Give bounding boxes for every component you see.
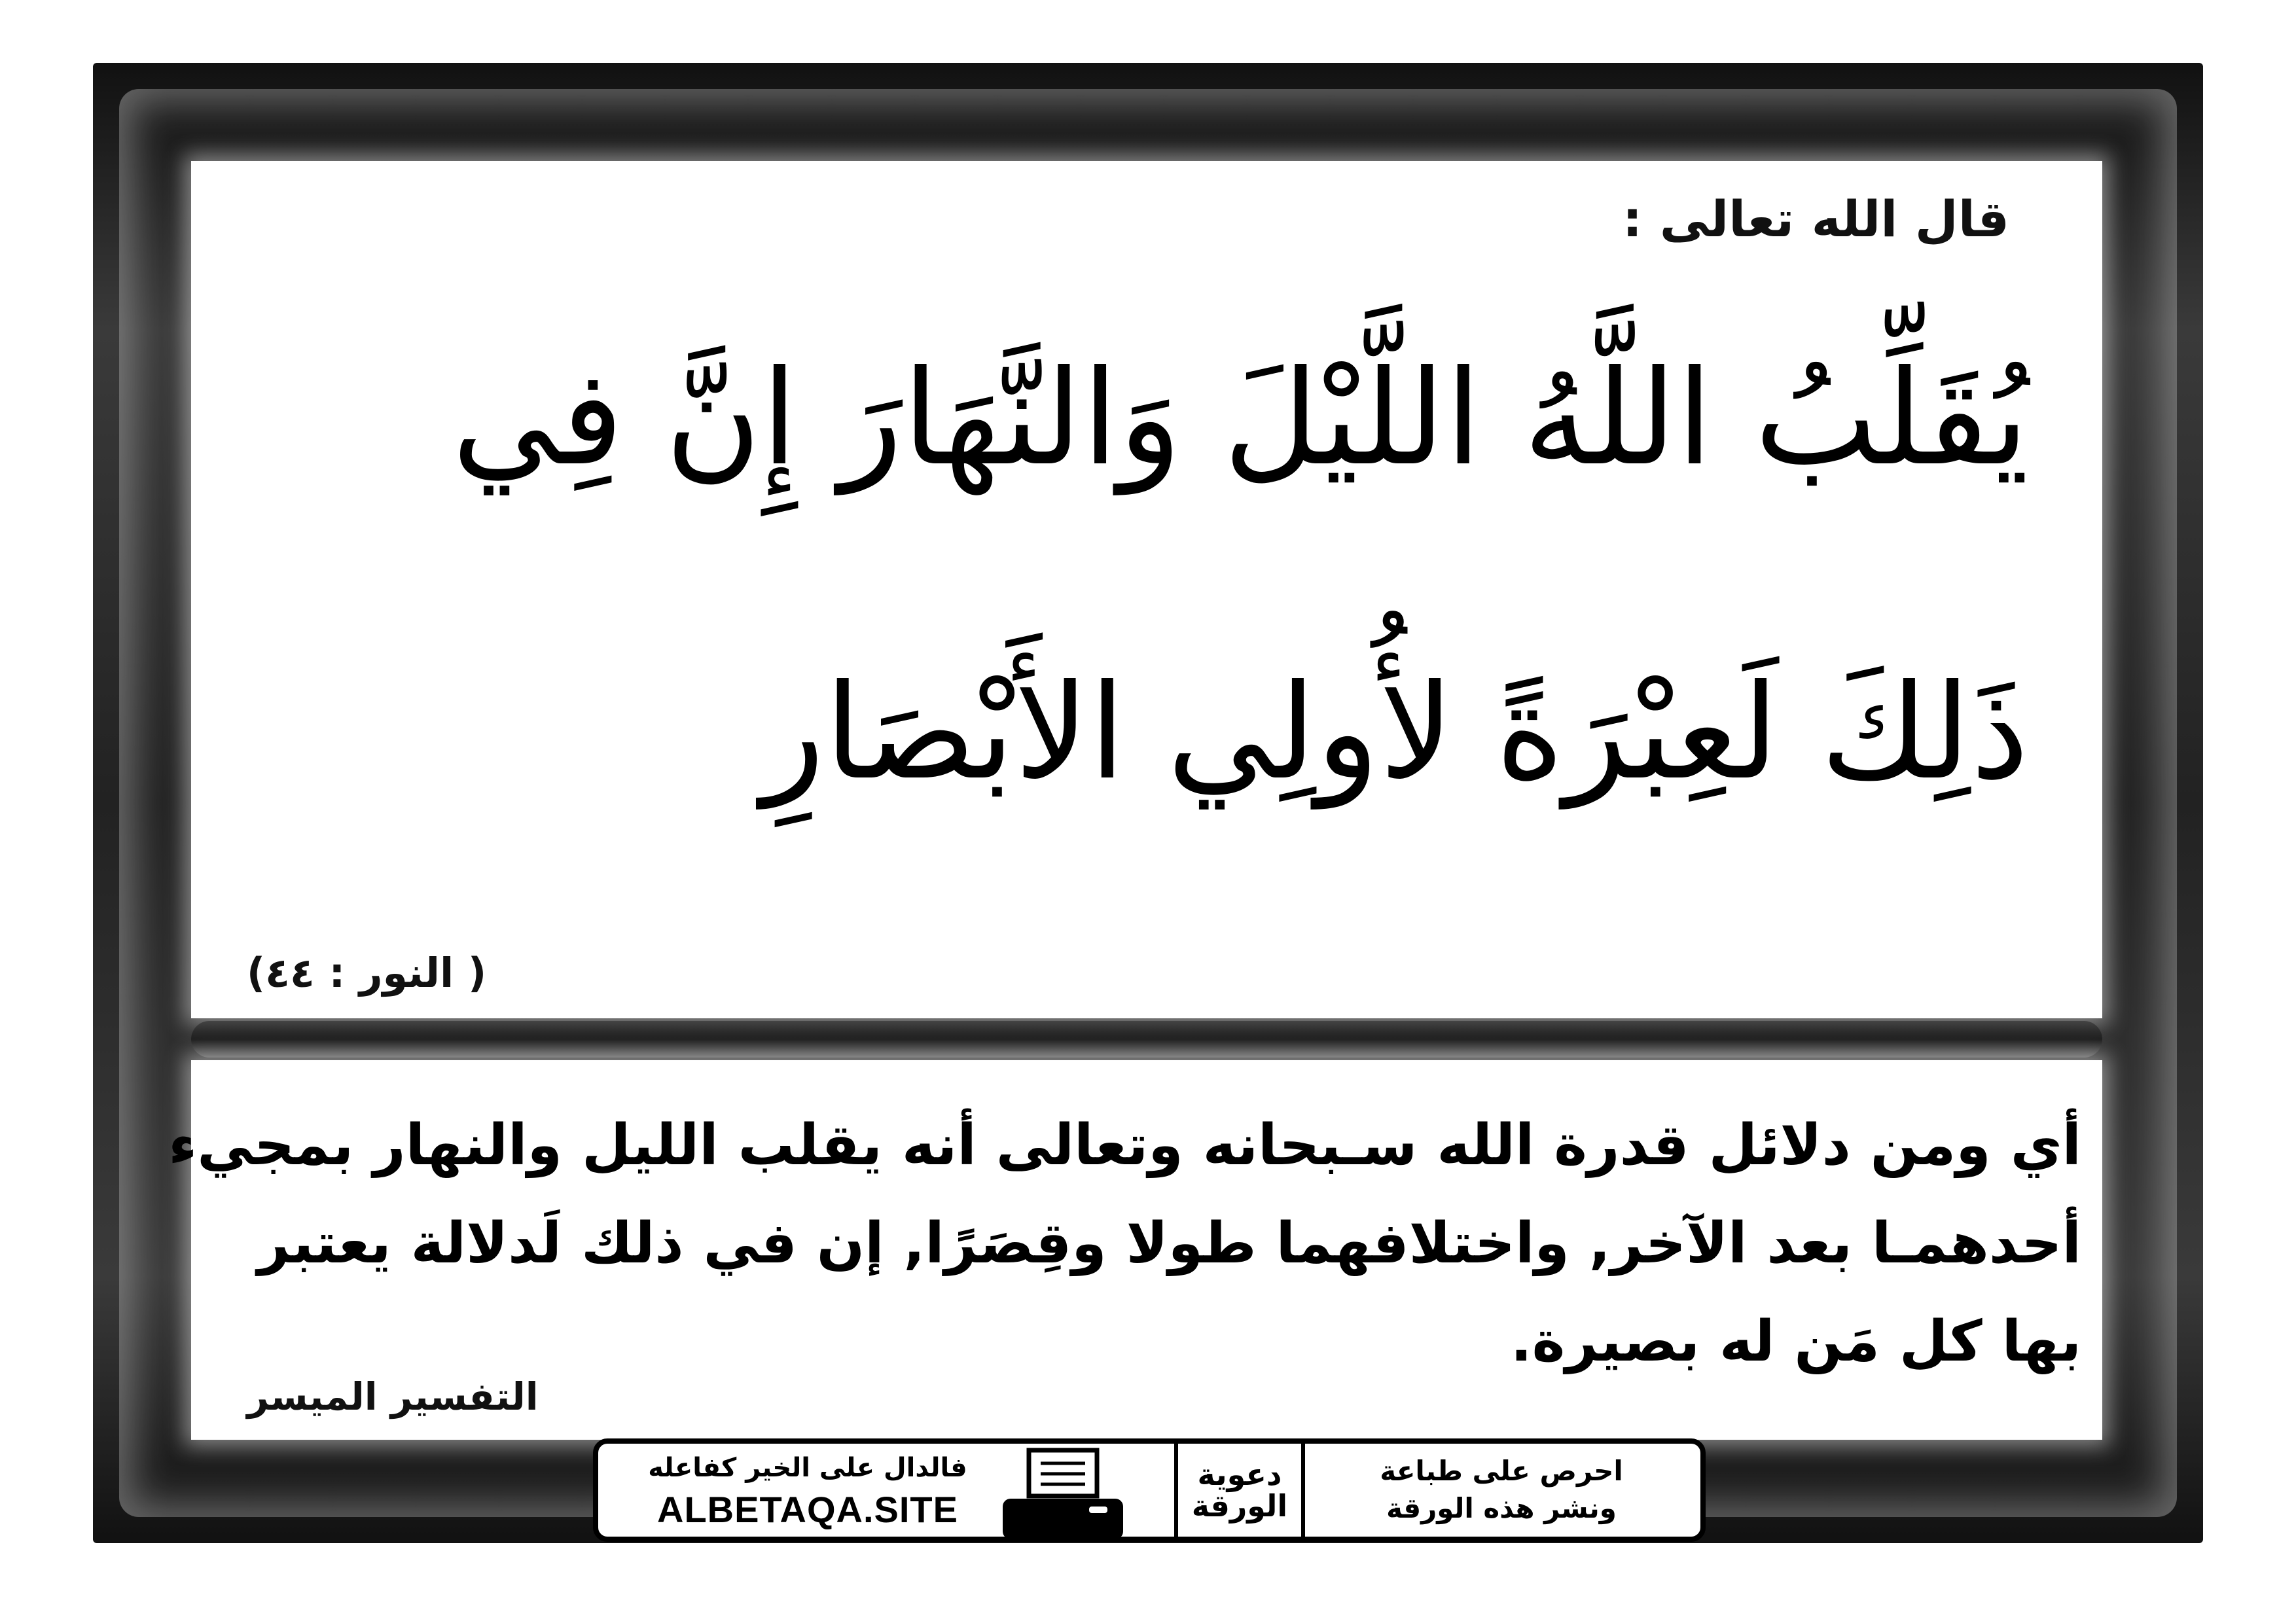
tafsir-source: التفسير الميسر — [247, 1374, 539, 1419]
brand-logo — [1174, 1444, 1305, 1537]
footer-bar — [593, 1438, 1706, 1542]
logo-word-2: الورقة — [1191, 1488, 1288, 1524]
printer-icon — [997, 1446, 1128, 1544]
tafsir-line-3: بها كل مَن له بصيرة. — [1510, 1309, 2081, 1374]
verse-line-1: يُقَلِّبُ اللَّهُ اللَّيْلَ وَالنَّهَارَ إِنَّ فِي — [452, 342, 2029, 495]
footer-site-link[interactable]: ALBETAQA.SITE — [657, 1489, 958, 1530]
panel-divider — [191, 1021, 2102, 1058]
verse-line-2: ذَلِكَ لَعِبْرَةً لأُولِي الأَبْصَارِ — [761, 656, 2029, 809]
footer-note-block — [1325, 1453, 1678, 1527]
footer-site-block — [637, 1453, 978, 1531]
verse-intro: قال الله تعالى : — [1622, 190, 2009, 248]
tafsir-line-1: أي ومن دلائل قدرة الله سـبحانه وتعالى أنه يقلب الليل والنهار بمجيء — [168, 1113, 2081, 1178]
logo-word-1: دعوية — [1197, 1456, 1282, 1492]
footer-slogan: فالدال على الخير كفاعله — [648, 1453, 967, 1483]
verse-reference: ( النور : ٤٤) — [246, 949, 487, 997]
verse-panel — [191, 161, 2102, 1018]
tafsir-line-2: أحدهمـا بعد الآخر, واختلافهما طولا وقِصَرًا, إن في ذلك لَدلالة يعتبر — [257, 1211, 2081, 1276]
footer-note-line-1: احرص على طباعة — [1380, 1455, 1623, 1487]
footer-note-line-2: ونشر هذه الورقة — [1386, 1491, 1617, 1524]
